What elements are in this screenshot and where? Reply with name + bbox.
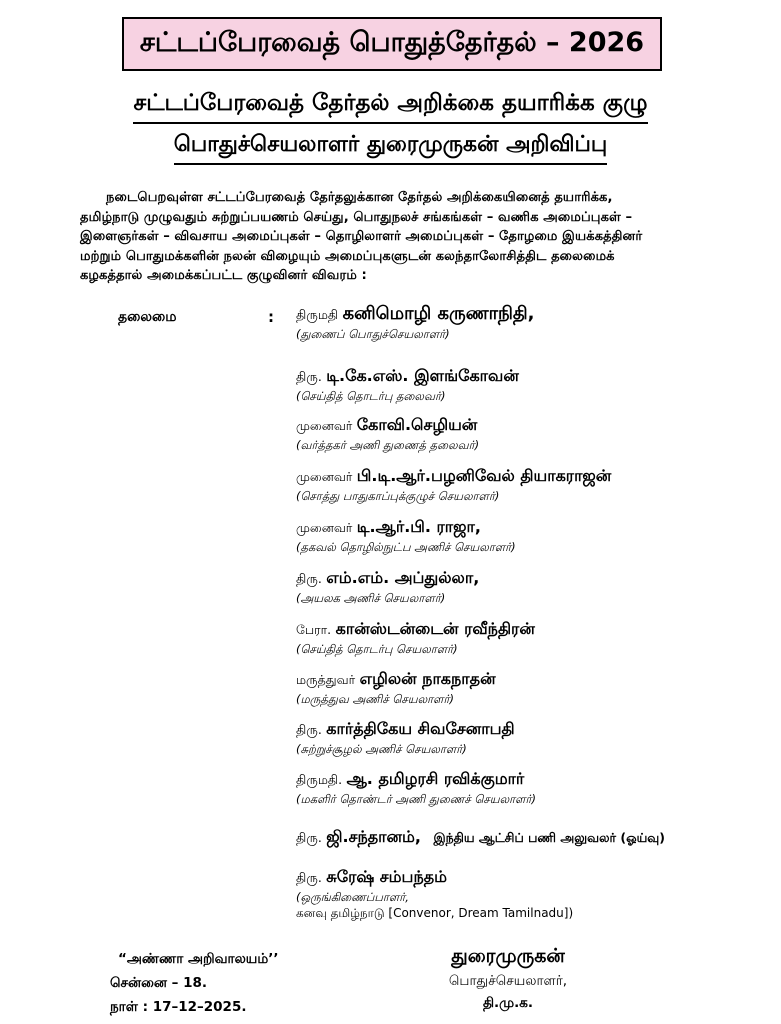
intro-line: நடைபெறவுள்ள சட்டப்பேரவைத் தேர்தலுக்கான தேர்தல் அறிக்கையினைத் தயாரிக்க, [106, 190, 613, 205]
member-designation: (வர்த்தகர் அணி துணைத் தலைவர்) [296, 438, 480, 452]
member-prefix: பேரா. [296, 622, 332, 637]
intro-paragraph [80, 188, 710, 286]
member-name-line [296, 466, 611, 487]
member-name: டி.கே.எஸ். இளங்கோவன் [326, 366, 519, 385]
member-name-line [296, 304, 535, 325]
member-name-line [296, 719, 515, 740]
member-name: டி.ஆர்.பி. ராஜா, [356, 517, 481, 536]
member-entry [296, 769, 536, 807]
member-prefix: திருமதி. [296, 772, 343, 787]
member-entry [296, 827, 665, 848]
member-name-line [296, 568, 479, 589]
member-name-line [296, 366, 519, 387]
member-name: ஜி.சந்தானம், [326, 827, 421, 846]
member-prefix: திரு. [296, 870, 322, 885]
member-name-line [296, 517, 516, 538]
intro-line: கழகத்தால் அமைக்கப்பட்ட குழுவினர் விவரம் : [80, 268, 367, 283]
member-entry [296, 366, 519, 404]
member-entry [296, 719, 515, 757]
member-name: கனிமொழி கருணாநிதி, [342, 303, 535, 324]
member-designation: (சுற்றுச்சூழல் அணிச் செயலாளர்) [296, 742, 467, 756]
member-designation: (துணைப் பொதுச்செயலாளர்) [296, 327, 450, 341]
intro-line: மற்றும் பொதுமக்களின் நலன் விழையும் அமைப்புகளுடன் கலந்தாலோசித்திட தலைமைக் [80, 248, 615, 264]
document-title: சட்டப்பேரவைத் பொதுத்தேர்தல் – 2026 [122, 17, 662, 71]
member-entry [296, 867, 573, 922]
chair-colon: : [268, 308, 274, 326]
member-entry [296, 304, 535, 342]
member-entry [296, 619, 535, 657]
member-entry [296, 669, 496, 707]
member-entry [296, 466, 611, 504]
member-prefix: திருமதி [296, 307, 339, 322]
member-prefix: முனைவர் [296, 469, 353, 484]
footer-office: “அண்ணா அறிவாலயம்’’ [118, 951, 279, 967]
member-name-line [296, 867, 573, 888]
member-name-line [296, 415, 479, 436]
signatory-title: பொதுச்செயலாளர், [448, 973, 568, 989]
member-name: பி.டி.ஆர்.பழனிவேல் தியாகராஜன் [356, 466, 612, 485]
member-designation: (அயலக அணிச் செயலாளர்) [296, 591, 446, 605]
announcement-heading-text: பொதுச்செயலாளர் துரைமுருகன் அறிவிப்பு [174, 132, 607, 165]
member-prefix: மருத்துவர் [296, 672, 356, 687]
footer-date: நாள் : 17–12–2025. [110, 999, 247, 1015]
signatory-name: துரைமுருகன் [451, 945, 565, 967]
member-name: கார்த்திகேய சிவசேனாபதி [326, 719, 515, 738]
member-prefix: திரு. [296, 830, 322, 845]
footer-location [110, 947, 278, 1019]
member-entry [296, 415, 479, 453]
member-name-line [296, 827, 665, 848]
announcement-heading [0, 132, 781, 165]
member-designation: (மகளிர் தொண்டர் அணி துணைச் செயலாளர்) [296, 792, 537, 806]
intro-line: தமிழ்நாடு முழுவதும் சுற்றுப்பயணம் செய்து, பொதுநலச் சங்கங்கள் – வணிக அமைப்புகள் – [80, 209, 633, 225]
member-designation: (தகவல் தொழில்நுட்ப அணிச் செயலாளர்) [296, 540, 516, 554]
member-designation: (மருத்துவ அணிச் செயலாளர்) [296, 692, 455, 706]
chair-label: தலைமை [118, 309, 177, 325]
member-name: கோவி.செழியன் [356, 415, 478, 434]
member-name: ஆ. தமிழரசி ரவிக்குமார் [346, 769, 525, 788]
member-prefix: திரு. [296, 571, 322, 586]
member-inline-role: இந்திய ஆட்சிப் பணி அலுவலர் (ஓய்வு) [433, 830, 665, 845]
member-name-line [296, 619, 535, 640]
member-prefix: திரு. [296, 722, 322, 737]
member-entry [296, 568, 479, 606]
member-name: எழிலன் நாகநாதன் [359, 669, 496, 688]
member-name-line [296, 769, 536, 790]
member-entry [296, 517, 516, 555]
signature-block [418, 942, 598, 1014]
member-designation: (ஒருங்கிணைப்பாளர், [296, 890, 409, 904]
intro-line: இளைஞர்கள் – விவசாய அமைப்புகள் – தொழிலாளர் அமைப்புகள் – தோழமை இயக்கத்தினர் [80, 229, 643, 244]
committee-heading-text: சட்டப்பேரவைத் தேர்தல் அறிக்கை தயாரிக்க குழு [133, 90, 647, 124]
member-prefix: முனைவர் [296, 418, 353, 433]
member-designation: (சொத்து பாதுகாப்புக்குழுச் செயலாளர்) [296, 489, 500, 503]
member-name: சுரேஷ் சம்பந்தம் [326, 867, 448, 886]
footer-city: சென்னை – 18. [110, 975, 208, 991]
committee-heading [0, 90, 781, 124]
member-designation: (செய்தித் தொடர்பு தலைவர்) [296, 389, 446, 403]
member-prefix: திரு. [296, 369, 322, 384]
member-designation: (செய்தித் தொடர்பு செயலாளர்) [296, 642, 458, 656]
member-name: எம்.எம். அப்துல்லா, [326, 568, 480, 587]
member-name-line [296, 669, 496, 690]
member-name: கான்ஸ்டன்டைன் ரவீந்திரன் [335, 619, 535, 638]
party-name: தி.மு.க. [482, 995, 534, 1011]
member-designation-extra: கனவு தமிழ்நாடு [Convenor, Dream Tamilnadu]) [296, 906, 574, 920]
member-prefix: முனைவர் [296, 520, 353, 535]
